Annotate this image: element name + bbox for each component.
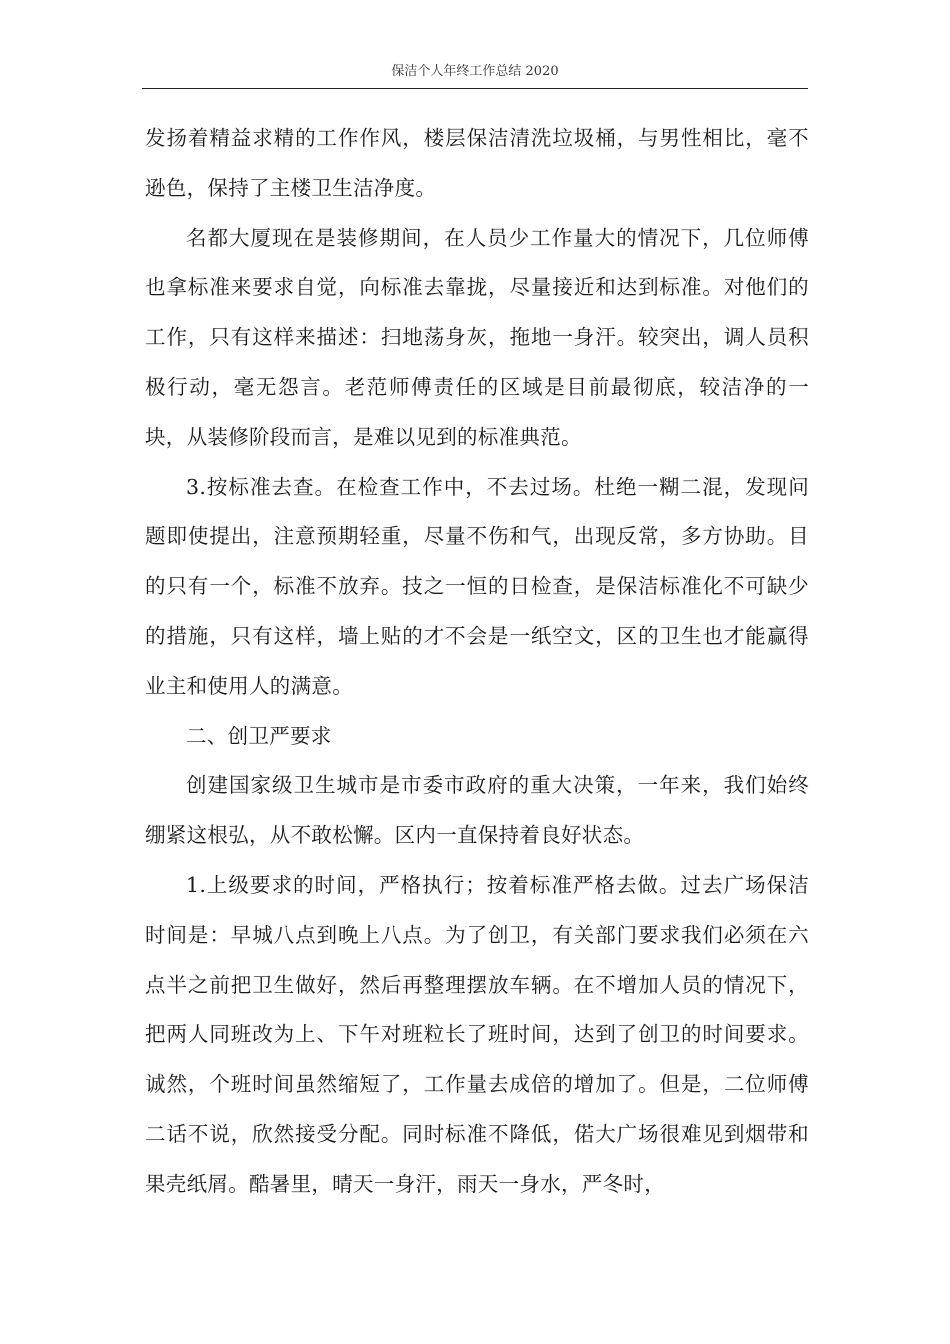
document-body [145,114,809,1210]
paragraph-2: 名都大厦现在是装修期间，在人员少工作量大的情况下，几位师傅也拿标准来要求自觉，向标准去靠拢，尽量接近和达到标准。对他们的工作，只有这样来描述：扫地荡身灰，拖地一身汗。较突出，调人员积极行动，毫无怨言。老范师傅责任的区域是目前最彻底，较洁净的一块，从装修阶段而言，是难以见到的标准典范。 [145,225,809,449]
paragraph-3: 3.按标准去查。在检查工作中，不去过场。杜绝一糊二混，发现问题即使提出，注意预期轻重，尽量不伤和气，出现反常，多方协助。目的只有一个，标准不放弃。技之一恒的日检查，是保洁标准化不可缺少的措施，只有这样，墙上贴的才不会是一纸空文，区的卫生也才能赢得业主和使用人的满意。 [145,474,809,698]
paragraph-5: 1.上级要求的时间，严格执行；按着标准严格去做。过去广场保洁时间是：早城八点到晚上八点。为了创卫，有关部门要求我们必须在六点半之前把卫生做好，然后再整理摆放车辆。在不增加人员的情况下，把两人同班改为上、下午对班粒长了班时间，达到了创卫的时间要求。诚然，个班时间虽然缩短了，工作量去成倍的增加了。但是，二位师傅二话不说，欣然接受分配。同时标准不降低，偌大广场很难见到烟带和果壳纸屑。酷暑里，晴天一身汗，雨天一身水，严冬时， [145,872,809,1196]
section-heading: 二、创卫严要求 [186,723,332,748]
paragraph-4: 创建国家级卫生城市是市委市政府的重大决策，一年来，我们始终绷紧这根弘，从不敢松懈。区内一直保持着良好状态。 [145,773,809,848]
header-title: 保洁个人年终工作总结 2020 [391,64,559,79]
page-header [142,62,808,89]
paragraph-1: 发扬着精益求精的工作作风，楼层保洁清洗垃圾桶，与男性相比，毫不逊色，保持了主楼卫生洁净度。 [145,126,809,200]
